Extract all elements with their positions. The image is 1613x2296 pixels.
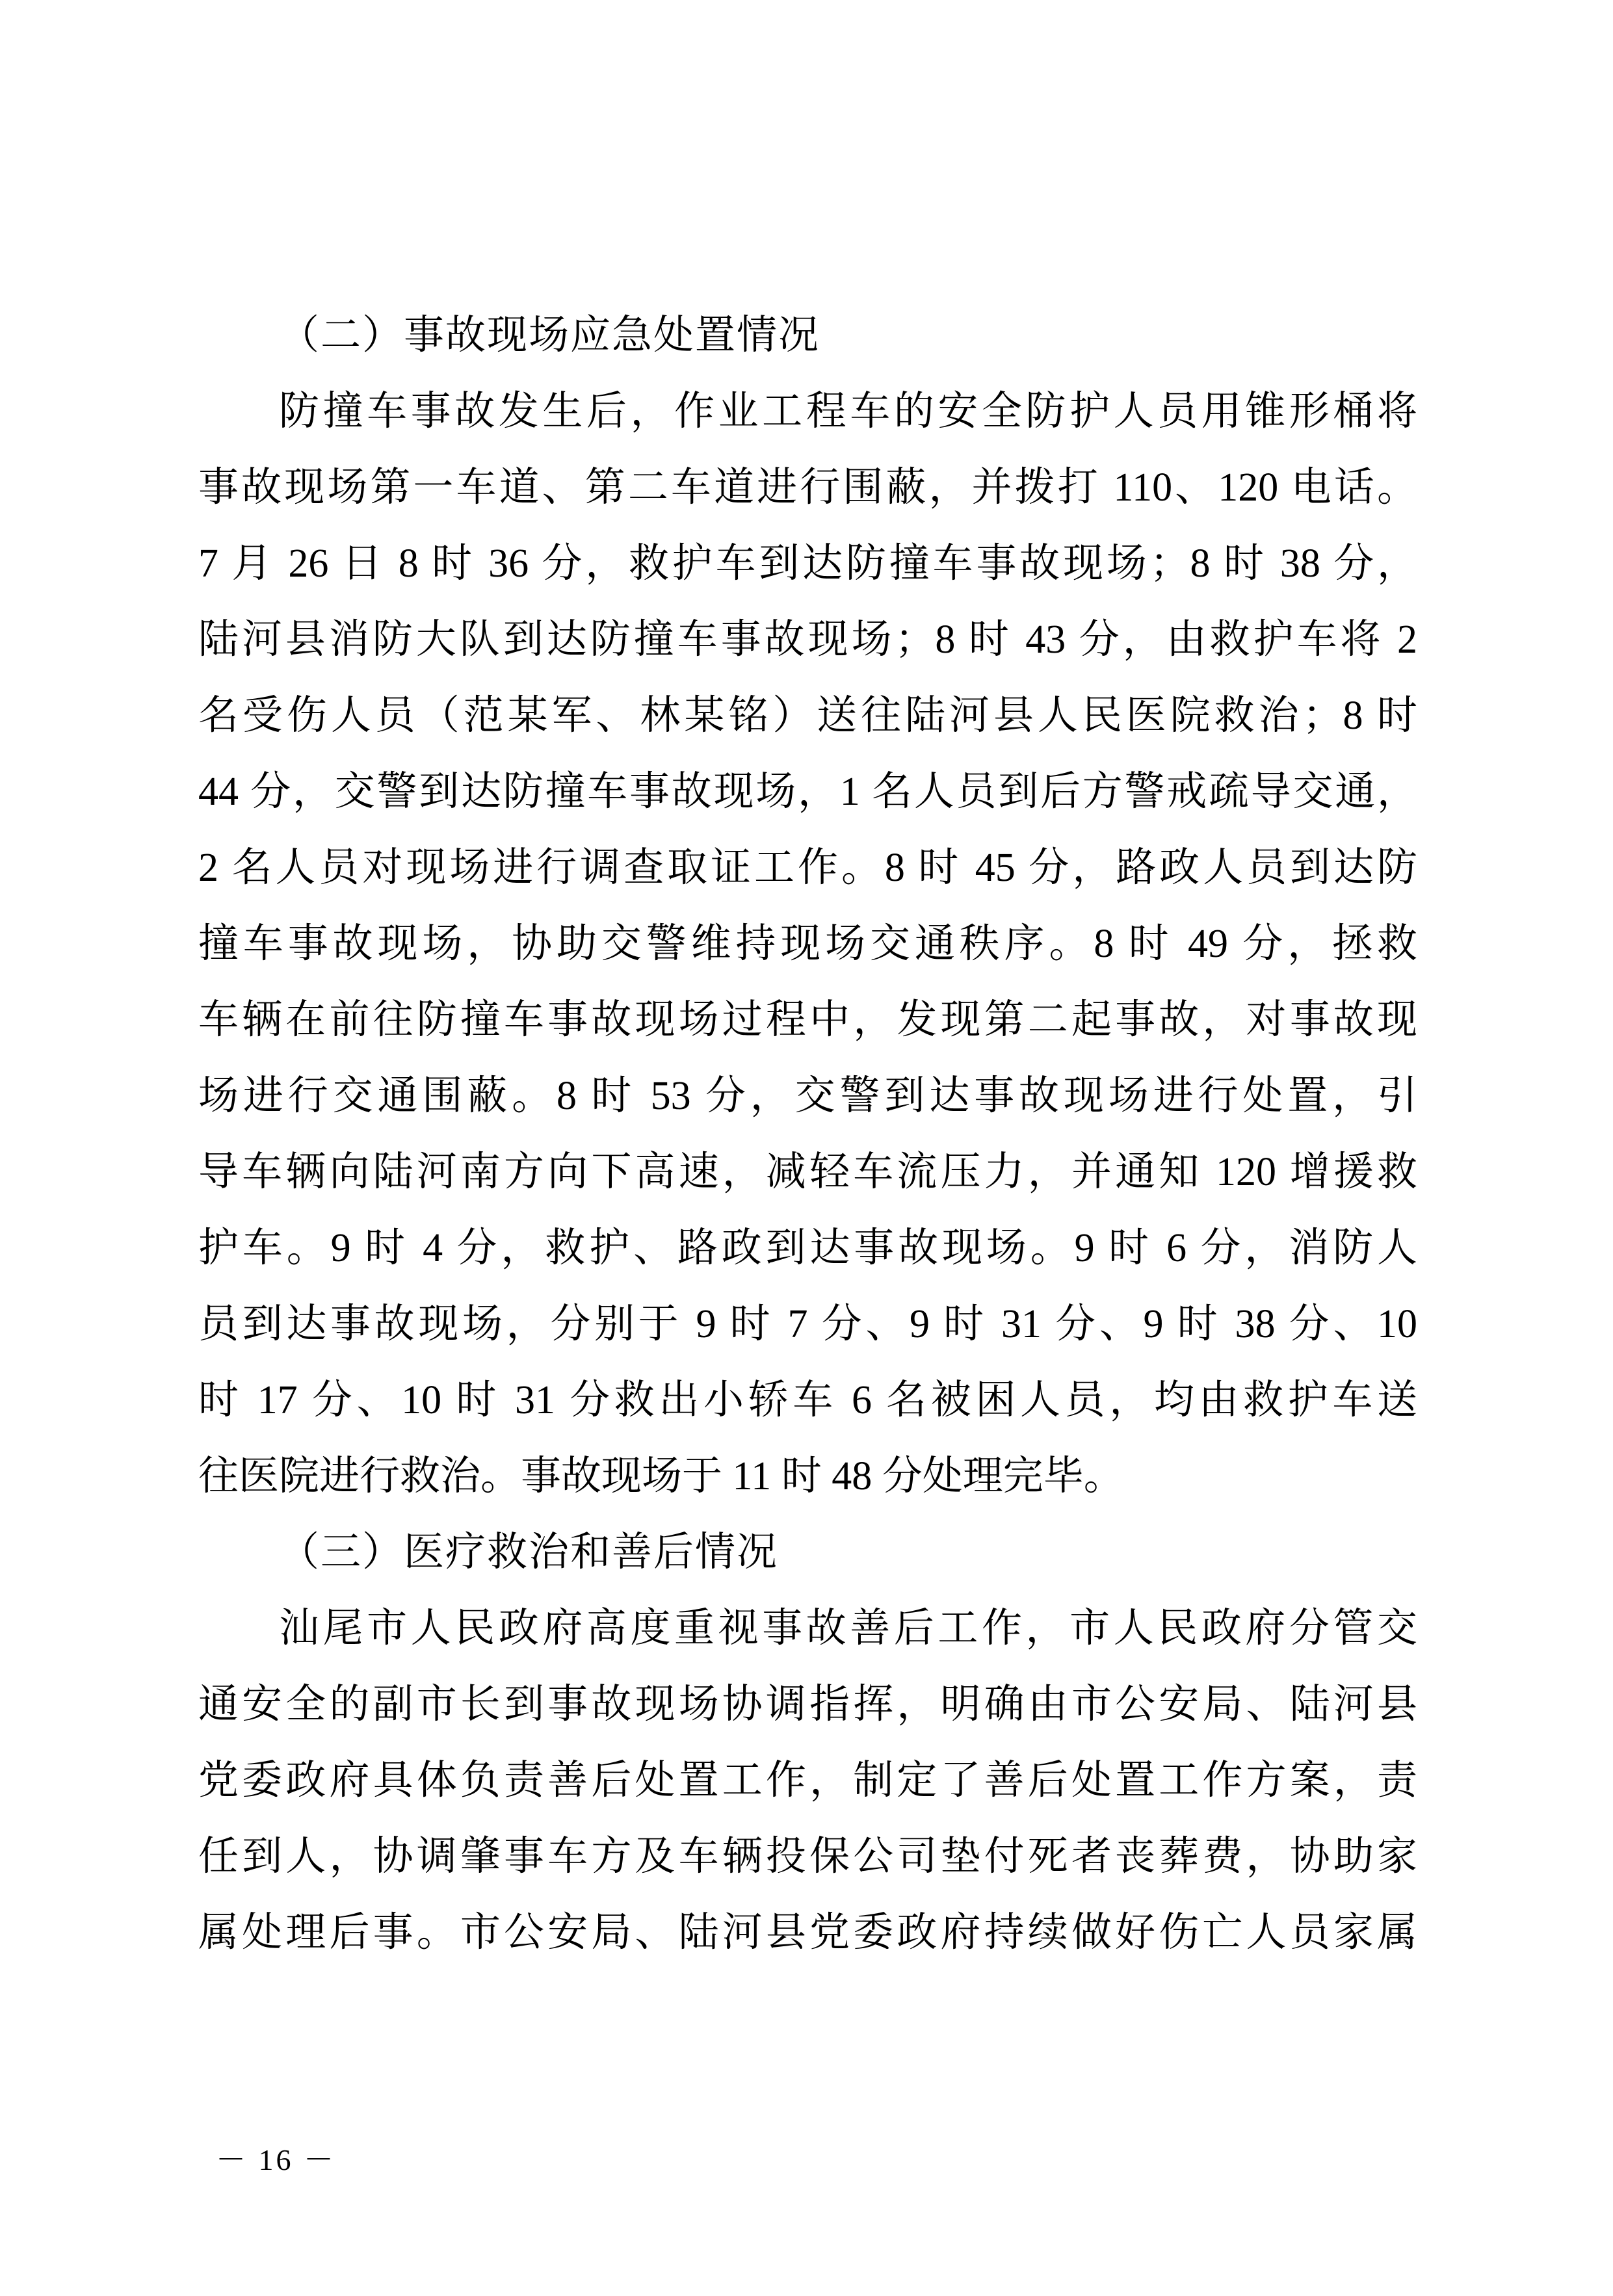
section-heading-emergency-response: （二）事故现场应急处置情况 [279,313,820,358]
body-line: 往医院进行救治。事故现场于 11 时 48 分处理完毕。 [198,1454,1124,1498]
body-line: 护车。9 时 4 分，救护、路政到达事故现场。9 时 6 分，消防人 [198,1226,1417,1270]
body-line: 通安全的副市长到事故现场协调指挥，明确由市公安局、陆河县 [198,1682,1417,1727]
body-line: 事故现场第一车道、第二车道进行围蔽，并拨打 110、120 电话。 [198,465,1417,510]
document-body [198,298,1417,1971]
body-line: 7 月 26 日 8 时 36 分，救护车到达防撞车事故现场；8 时 38 分， [198,541,1417,586]
body-line: 车辆在前往防撞车事故现场过程中，发现第二起事故，对事故现 [198,998,1417,1042]
body-line: 场进行交通围蔽。8 时 53 分，交警到达事故现场进行处置，引 [198,1074,1417,1118]
body-line: 汕尾市人民政府高度重视事故善后工作，市人民政府分管交 [279,1606,1417,1650]
page-number: － 16 － [216,2143,336,2176]
body-line: 防撞车事故发生后，作业工程车的安全防护人员用锥形桶将 [279,389,1417,434]
body-line: 2 名人员对现场进行调查取证工作。8 时 45 分，路政人员到达防 [198,846,1417,890]
body-line: 陆河县消防大队到达防撞车事故现场；8 时 43 分，由救护车将 2 [198,618,1417,662]
body-line: 导车辆向陆河南方向下高速，减轻车流压力，并通知 120 增援救 [198,1150,1417,1194]
body-line: 任到人，协调肇事车方及车辆投保公司垫付死者丧葬费，协助家 [198,1834,1417,1879]
body-line: 属处理后事。市公安局、陆河县党委政府持续做好伤亡人员家属 [198,1911,1417,1955]
body-line: 名受伤人员（范某军、林某铭）送往陆河县人民医院救治；8 时 [198,694,1417,738]
body-line: 党委政府具体负责善后处置工作，制定了善后处置工作方案，责 [198,1758,1417,1803]
body-line: 时 17 分、10 时 31 分救出小轿车 6 名被困人员，均由救护车送 [198,1378,1417,1422]
body-line: 撞车事故现场，协助交警维持现场交通秩序。8 时 49 分，拯救 [198,922,1417,966]
body-line: 44 分，交警到达防撞车事故现场，1 名人员到后方警戒疏导交通， [198,770,1417,814]
section-heading-medical-aftermath: （三）医疗救治和善后情况 [279,1530,779,1574]
body-line: 员到达事故现场，分别于 9 时 7 分、9 时 31 分、9 时 38 分、10 [198,1302,1417,1346]
